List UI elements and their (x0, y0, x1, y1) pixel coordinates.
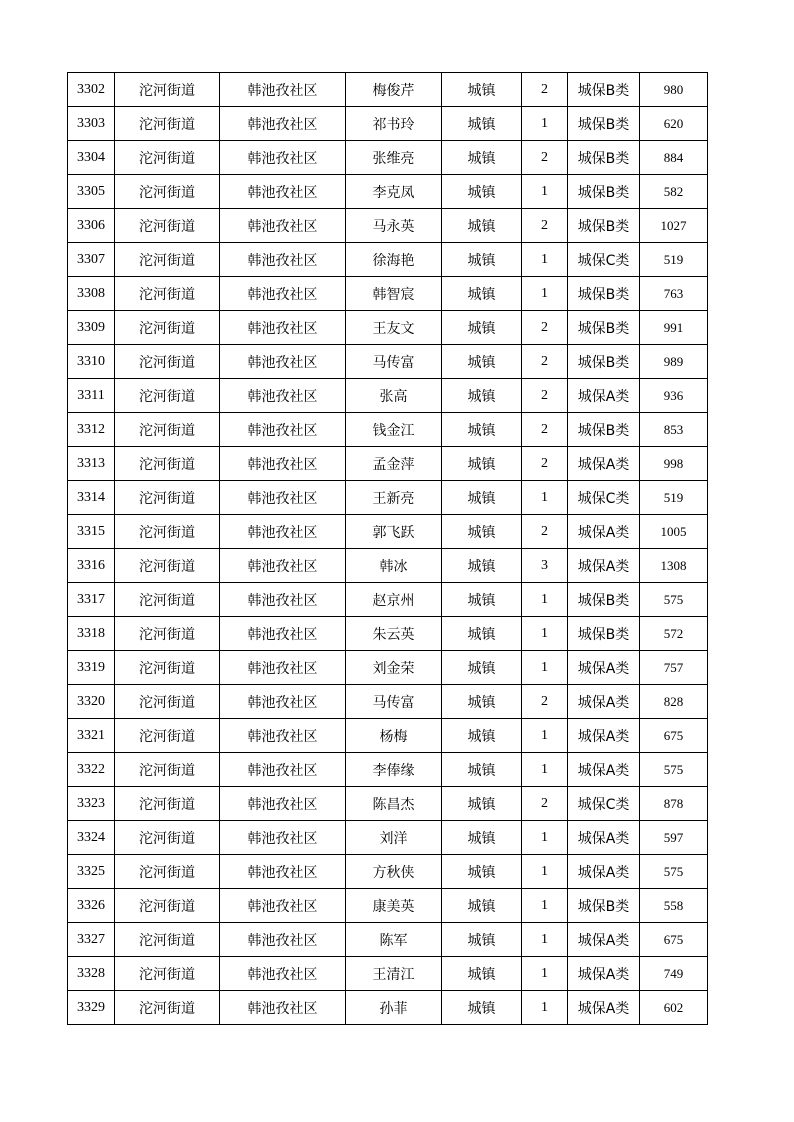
table-row (68, 73, 708, 107)
cell-community: 韩池孜社区 (220, 141, 346, 175)
table-row (68, 379, 708, 413)
cell-amount: 828 (640, 685, 708, 719)
table-row (68, 719, 708, 753)
cell-serial-number: 3308 (68, 277, 115, 311)
cell-category: 城保A类 (568, 855, 640, 889)
cell-name: 徐海艳 (346, 243, 442, 277)
cell-amount: 597 (640, 821, 708, 855)
cell-community: 韩池孜社区 (220, 481, 346, 515)
cell-category: 城保B类 (568, 345, 640, 379)
cell-street: 沱河街道 (115, 821, 220, 855)
cell-area-type: 城镇 (442, 957, 522, 991)
cell-serial-number: 3309 (68, 311, 115, 345)
cell-area-type: 城镇 (442, 651, 522, 685)
cell-serial-number: 3320 (68, 685, 115, 719)
cell-area-type: 城镇 (442, 311, 522, 345)
cell-street: 沱河街道 (115, 209, 220, 243)
cell-community: 韩池孜社区 (220, 311, 346, 345)
cell-name: 王新亮 (346, 481, 442, 515)
cell-household-size: 1 (522, 855, 568, 889)
cell-amount: 989 (640, 345, 708, 379)
cell-community: 韩池孜社区 (220, 413, 346, 447)
cell-street: 沱河街道 (115, 243, 220, 277)
cell-amount: 575 (640, 855, 708, 889)
cell-amount: 519 (640, 481, 708, 515)
cell-community: 韩池孜社区 (220, 991, 346, 1025)
cell-name: 张高 (346, 379, 442, 413)
cell-name: 孟金萍 (346, 447, 442, 481)
cell-serial-number: 3325 (68, 855, 115, 889)
cell-amount: 884 (640, 141, 708, 175)
cell-community: 韩池孜社区 (220, 345, 346, 379)
cell-community: 韩池孜社区 (220, 617, 346, 651)
cell-area-type: 城镇 (442, 277, 522, 311)
cell-community: 韩池孜社区 (220, 685, 346, 719)
cell-name: 陈军 (346, 923, 442, 957)
cell-household-size: 1 (522, 107, 568, 141)
cell-area-type: 城镇 (442, 923, 522, 957)
cell-category: 城保A类 (568, 719, 640, 753)
cell-name: 李克凤 (346, 175, 442, 209)
cell-area-type: 城镇 (442, 583, 522, 617)
cell-area-type: 城镇 (442, 209, 522, 243)
cell-amount: 936 (640, 379, 708, 413)
cell-household-size: 1 (522, 753, 568, 787)
cell-household-size: 1 (522, 991, 568, 1025)
cell-amount: 749 (640, 957, 708, 991)
cell-amount: 572 (640, 617, 708, 651)
cell-name: 韩智宸 (346, 277, 442, 311)
cell-area-type: 城镇 (442, 719, 522, 753)
table-row (68, 107, 708, 141)
cell-area-type: 城镇 (442, 107, 522, 141)
table-row (68, 583, 708, 617)
cell-serial-number: 3326 (68, 889, 115, 923)
cell-community: 韩池孜社区 (220, 73, 346, 107)
cell-area-type: 城镇 (442, 515, 522, 549)
cell-serial-number: 3313 (68, 447, 115, 481)
cell-street: 沱河街道 (115, 141, 220, 175)
cell-area-type: 城镇 (442, 821, 522, 855)
table-row (68, 481, 708, 515)
cell-household-size: 2 (522, 515, 568, 549)
cell-area-type: 城镇 (442, 73, 522, 107)
table-row (68, 617, 708, 651)
cell-household-size: 2 (522, 685, 568, 719)
cell-amount: 1005 (640, 515, 708, 549)
cell-household-size: 3 (522, 549, 568, 583)
cell-street: 沱河街道 (115, 685, 220, 719)
cell-category: 城保B类 (568, 583, 640, 617)
cell-household-size: 1 (522, 651, 568, 685)
cell-household-size: 1 (522, 957, 568, 991)
cell-street: 沱河街道 (115, 549, 220, 583)
cell-street: 沱河街道 (115, 991, 220, 1025)
cell-street: 沱河街道 (115, 107, 220, 141)
cell-area-type: 城镇 (442, 379, 522, 413)
cell-serial-number: 3310 (68, 345, 115, 379)
cell-area-type: 城镇 (442, 787, 522, 821)
cell-area-type: 城镇 (442, 413, 522, 447)
cell-category: 城保B类 (568, 209, 640, 243)
cell-serial-number: 3327 (68, 923, 115, 957)
cell-household-size: 1 (522, 277, 568, 311)
cell-household-size: 1 (522, 243, 568, 277)
cell-serial-number: 3329 (68, 991, 115, 1025)
cell-serial-number: 3324 (68, 821, 115, 855)
cell-serial-number: 3312 (68, 413, 115, 447)
cell-category: 城保A类 (568, 991, 640, 1025)
cell-street: 沱河街道 (115, 175, 220, 209)
cell-name: 祁书玲 (346, 107, 442, 141)
cell-street: 沱河街道 (115, 447, 220, 481)
cell-household-size: 1 (522, 821, 568, 855)
table-row (68, 243, 708, 277)
cell-category: 城保B类 (568, 617, 640, 651)
cell-name: 梅俊芹 (346, 73, 442, 107)
cell-serial-number: 3302 (68, 73, 115, 107)
cell-category: 城保A类 (568, 685, 640, 719)
cell-serial-number: 3328 (68, 957, 115, 991)
cell-category: 城保B类 (568, 413, 640, 447)
cell-area-type: 城镇 (442, 175, 522, 209)
cell-community: 韩池孜社区 (220, 821, 346, 855)
cell-street: 沱河街道 (115, 311, 220, 345)
cell-amount: 602 (640, 991, 708, 1025)
cell-serial-number: 3319 (68, 651, 115, 685)
cell-household-size: 1 (522, 719, 568, 753)
cell-category: 城保A类 (568, 549, 640, 583)
cell-amount: 1308 (640, 549, 708, 583)
table-row (68, 991, 708, 1025)
cell-street: 沱河街道 (115, 923, 220, 957)
cell-household-size: 1 (522, 481, 568, 515)
table-row (68, 957, 708, 991)
cell-category: 城保A类 (568, 379, 640, 413)
cell-household-size: 1 (522, 889, 568, 923)
cell-community: 韩池孜社区 (220, 515, 346, 549)
cell-amount: 853 (640, 413, 708, 447)
cell-street: 沱河街道 (115, 855, 220, 889)
cell-name: 马永英 (346, 209, 442, 243)
cell-household-size: 2 (522, 73, 568, 107)
cell-category: 城保A类 (568, 923, 640, 957)
cell-amount: 763 (640, 277, 708, 311)
cell-name: 孙菲 (346, 991, 442, 1025)
cell-area-type: 城镇 (442, 617, 522, 651)
cell-amount: 878 (640, 787, 708, 821)
cell-name: 陈昌杰 (346, 787, 442, 821)
cell-amount: 675 (640, 719, 708, 753)
table-row (68, 345, 708, 379)
cell-area-type: 城镇 (442, 753, 522, 787)
cell-area-type: 城镇 (442, 991, 522, 1025)
cell-name: 刘洋 (346, 821, 442, 855)
cell-serial-number: 3307 (68, 243, 115, 277)
cell-street: 沱河街道 (115, 413, 220, 447)
cell-street: 沱河街道 (115, 345, 220, 379)
cell-category: 城保B类 (568, 311, 640, 345)
cell-area-type: 城镇 (442, 345, 522, 379)
table-row (68, 787, 708, 821)
cell-street: 沱河街道 (115, 651, 220, 685)
table-row (68, 141, 708, 175)
cell-amount: 991 (640, 311, 708, 345)
cell-name: 杨梅 (346, 719, 442, 753)
cell-area-type: 城镇 (442, 243, 522, 277)
cell-area-type: 城镇 (442, 481, 522, 515)
cell-community: 韩池孜社区 (220, 889, 346, 923)
cell-amount: 675 (640, 923, 708, 957)
cell-community: 韩池孜社区 (220, 277, 346, 311)
cell-amount: 558 (640, 889, 708, 923)
cell-street: 沱河街道 (115, 379, 220, 413)
cell-name: 张维亮 (346, 141, 442, 175)
table-row (68, 413, 708, 447)
cell-household-size: 2 (522, 141, 568, 175)
cell-category: 城保C类 (568, 243, 640, 277)
cell-name: 马传富 (346, 685, 442, 719)
cell-community: 韩池孜社区 (220, 379, 346, 413)
table-row (68, 923, 708, 957)
cell-name: 王友文 (346, 311, 442, 345)
cell-name: 康美英 (346, 889, 442, 923)
cell-street: 沱河街道 (115, 719, 220, 753)
cell-community: 韩池孜社区 (220, 549, 346, 583)
table-row (68, 175, 708, 209)
cell-category: 城保A类 (568, 515, 640, 549)
cell-household-size: 2 (522, 311, 568, 345)
cell-amount: 620 (640, 107, 708, 141)
cell-serial-number: 3321 (68, 719, 115, 753)
cell-household-size: 2 (522, 209, 568, 243)
cell-category: 城保B类 (568, 73, 640, 107)
cell-serial-number: 3304 (68, 141, 115, 175)
cell-serial-number: 3305 (68, 175, 115, 209)
cell-community: 韩池孜社区 (220, 957, 346, 991)
cell-area-type: 城镇 (442, 889, 522, 923)
cell-name: 朱云英 (346, 617, 442, 651)
cell-area-type: 城镇 (442, 447, 522, 481)
cell-category: 城保B类 (568, 141, 640, 175)
cell-serial-number: 3311 (68, 379, 115, 413)
cell-household-size: 1 (522, 175, 568, 209)
table-row (68, 311, 708, 345)
table-row (68, 855, 708, 889)
table-row (68, 889, 708, 923)
cell-category: 城保A类 (568, 957, 640, 991)
cell-serial-number: 3316 (68, 549, 115, 583)
cell-amount: 575 (640, 583, 708, 617)
cell-serial-number: 3303 (68, 107, 115, 141)
cell-serial-number: 3318 (68, 617, 115, 651)
cell-name: 王清江 (346, 957, 442, 991)
cell-community: 韩池孜社区 (220, 651, 346, 685)
cell-serial-number: 3315 (68, 515, 115, 549)
table-row (68, 515, 708, 549)
cell-serial-number: 3317 (68, 583, 115, 617)
cell-serial-number: 3323 (68, 787, 115, 821)
cell-name: 马传富 (346, 345, 442, 379)
cell-name: 赵京州 (346, 583, 442, 617)
cell-name: 李俸缘 (346, 753, 442, 787)
cell-street: 沱河街道 (115, 617, 220, 651)
cell-community: 韩池孜社区 (220, 107, 346, 141)
cell-category: 城保B类 (568, 175, 640, 209)
cell-street: 沱河街道 (115, 583, 220, 617)
cell-category: 城保A类 (568, 821, 640, 855)
cell-street: 沱河街道 (115, 277, 220, 311)
cell-area-type: 城镇 (442, 549, 522, 583)
cell-household-size: 2 (522, 345, 568, 379)
cell-serial-number: 3306 (68, 209, 115, 243)
table-row (68, 277, 708, 311)
cell-community: 韩池孜社区 (220, 243, 346, 277)
cell-household-size: 2 (522, 413, 568, 447)
cell-household-size: 2 (522, 379, 568, 413)
cell-area-type: 城镇 (442, 855, 522, 889)
cell-name: 郭飞跃 (346, 515, 442, 549)
table-row (68, 549, 708, 583)
cell-amount: 575 (640, 753, 708, 787)
cell-amount: 998 (640, 447, 708, 481)
cell-community: 韩池孜社区 (220, 753, 346, 787)
cell-community: 韩池孜社区 (220, 209, 346, 243)
cell-community: 韩池孜社区 (220, 719, 346, 753)
cell-name: 韩冰 (346, 549, 442, 583)
cell-category: 城保C类 (568, 481, 640, 515)
cell-community: 韩池孜社区 (220, 583, 346, 617)
cell-category: 城保B类 (568, 889, 640, 923)
roster-table (67, 72, 708, 1025)
cell-household-size: 1 (522, 583, 568, 617)
cell-category: 城保C类 (568, 787, 640, 821)
cell-community: 韩池孜社区 (220, 923, 346, 957)
table-row (68, 209, 708, 243)
cell-category: 城保A类 (568, 753, 640, 787)
cell-amount: 980 (640, 73, 708, 107)
cell-category: 城保B类 (568, 107, 640, 141)
cell-serial-number: 3322 (68, 753, 115, 787)
cell-category: 城保B类 (568, 277, 640, 311)
cell-category: 城保A类 (568, 447, 640, 481)
cell-street: 沱河街道 (115, 787, 220, 821)
roster-table-body (68, 73, 708, 1025)
cell-name: 方秋侠 (346, 855, 442, 889)
cell-community: 韩池孜社区 (220, 855, 346, 889)
cell-name: 刘金荣 (346, 651, 442, 685)
cell-household-size: 2 (522, 787, 568, 821)
cell-household-size: 1 (522, 617, 568, 651)
cell-amount: 519 (640, 243, 708, 277)
cell-household-size: 1 (522, 923, 568, 957)
cell-street: 沱河街道 (115, 889, 220, 923)
cell-street: 沱河街道 (115, 481, 220, 515)
cell-name: 钱金江 (346, 413, 442, 447)
cell-community: 韩池孜社区 (220, 175, 346, 209)
cell-amount: 1027 (640, 209, 708, 243)
cell-area-type: 城镇 (442, 141, 522, 175)
cell-street: 沱河街道 (115, 957, 220, 991)
table-row (68, 651, 708, 685)
cell-community: 韩池孜社区 (220, 787, 346, 821)
cell-category: 城保A类 (568, 651, 640, 685)
table-row (68, 753, 708, 787)
cell-community: 韩池孜社区 (220, 447, 346, 481)
cell-amount: 582 (640, 175, 708, 209)
table-row (68, 447, 708, 481)
cell-amount: 757 (640, 651, 708, 685)
cell-household-size: 2 (522, 447, 568, 481)
table-row (68, 821, 708, 855)
table-row (68, 685, 708, 719)
cell-serial-number: 3314 (68, 481, 115, 515)
cell-street: 沱河街道 (115, 753, 220, 787)
cell-area-type: 城镇 (442, 685, 522, 719)
cell-street: 沱河街道 (115, 515, 220, 549)
cell-street: 沱河街道 (115, 73, 220, 107)
